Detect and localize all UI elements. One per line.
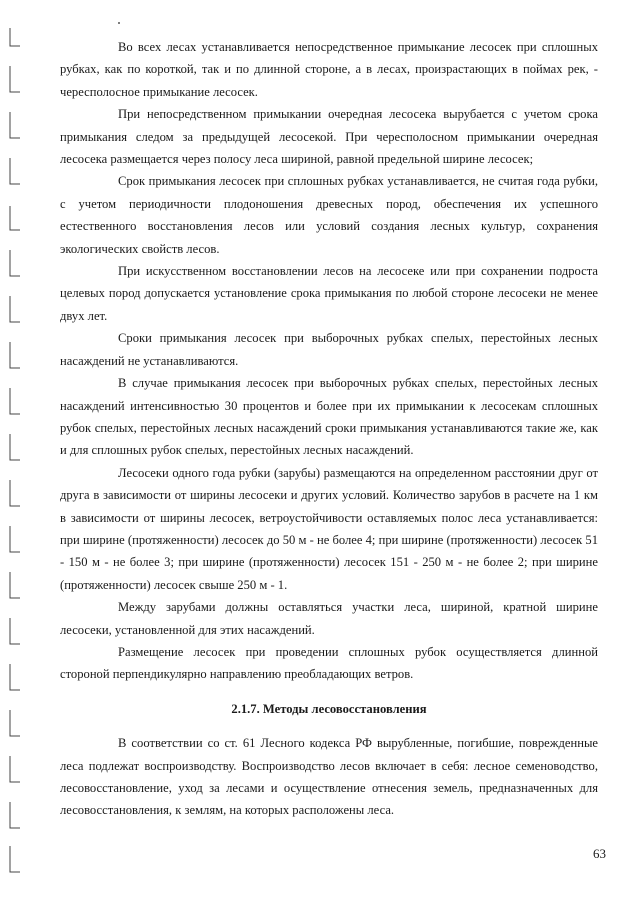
paragraph: Лесосеки одного года рубки (зарубы) размещаются на определенном расстоянии друг от друга в зависимости от ширины лесосеки и других условий. Количество зарубов в расчете на 1 км в зависимости от ширины лесосек, ветроустойчивости оставляемых полос леса устанавливается: при ширине (протяженности) лесосек до 50 м - не более 4; при ширине (протяженности) лесосек 51 - 150 м - не более 3; при ширине (протяженности) лесосек 151 - 250 м - не более 2; при ширине (протяженности) лесосек свыше 250 м - 1. [60, 465, 598, 592]
paragraph: Сроки примыкания лесосек при выборочных рубках спелых, перестойных лесных насаждений не устанавливаются. [60, 331, 598, 368]
binding-margin-marks [0, 0, 30, 905]
paragraph: При искусственном восстановлении лесов на лесосеке или при сохранении подроста целевых пород допускается установление срока примыкания по любой стороне лесосеки не менее двух лет. [60, 264, 598, 323]
paragraph: В случае примыкания лесосек при выборочных рубках спелых, перестойных лесных насаждений интенсивностью 30 процентов и более при их примыкании к лесосекам сплошных рубок спелых, перестойных лесных насаждений сроки примыкания устанавливаются такие же, как и для сплошных рубок спелых, перестойных лесных насаждений. [60, 376, 598, 458]
paragraph: Между зарубами должны оставляться участки леса, шириной, кратной ширине лесосеки, установленной для этих насаждений. [60, 600, 598, 637]
document-body [60, 36, 598, 822]
paragraph: Во всех лесах устанавливается непосредственное примыкание лесосек при сплошных рубках, как по короткой, так и по длинной стороне, а в лесах, произрастающих в поймах рек, - чересполосное примыкание лесосек. [60, 40, 598, 99]
paragraph: При непосредственном примыкании очередная лесосека вырубается с учетом срока примыкания следом за предыдущей лесосекой. При чересполосном примыкании очередная лесосека размещается через полосу леса шириной, равной предельной ширине лесосек; [60, 107, 598, 167]
scan-speck [118, 22, 120, 24]
paragraph: В соответствии со ст. 61 Лесного кодекса РФ вырубленные, погибшие, поврежденные леса подлежат воспроизводству. Воспроизводство лесов включает в себя: лесное семеноводство, лесовосстановление, уход за лесами и осуществление отнесения земель, предназначенных для лесовосстановления, к землям, на которых расположены леса. [60, 736, 598, 818]
paragraph: Размещение лесосек при проведении сплошных рубок осуществляется длинной стороной перпендикулярно направлению преобладающих ветров. [60, 644, 598, 682]
section-heading: 2.1.7. Методы лесовосстановления [231, 701, 427, 716]
page-number: 63 [593, 846, 606, 861]
paragraph: Срок примыкания лесосек при сплошных рубках устанавливается, не считая года рубки, с учетом периодичности плодоношения древесных пород, обеспечения их успешного естественного восстановления лесов или условий создания лесных культур, сохранения экологических свойств лесов. [60, 174, 598, 256]
